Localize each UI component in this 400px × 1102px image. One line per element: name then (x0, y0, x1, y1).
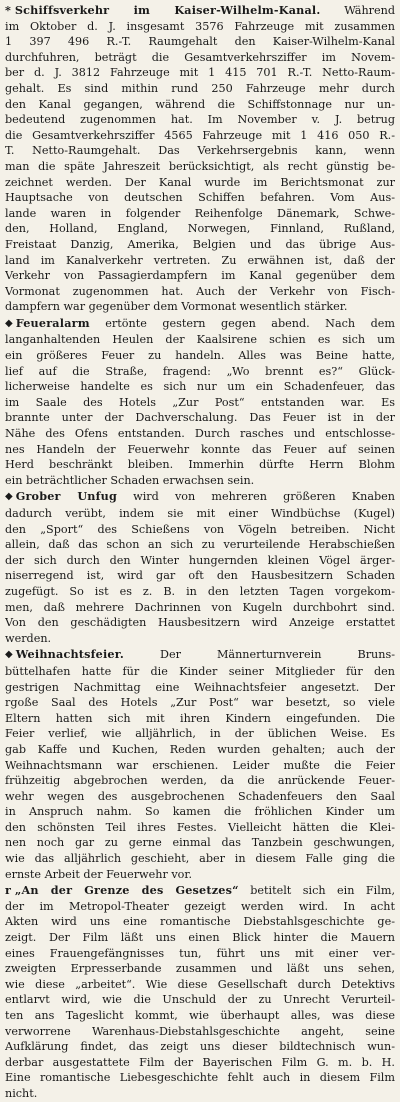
text-line: bedeutend zugenommen hat. Im November v. J. betrug (5, 113, 395, 127)
text-line: man die späte Jahreszeit berücksichtigt, als recht günstig be- (5, 159, 395, 173)
text-line: Eltern hatten sich mit ihren Kindern eingefunden. Die (5, 711, 395, 725)
text-line: lief auf die Straße, fragend: „Wo brennt es?“ Glück- (5, 364, 395, 378)
text-line: brannte unter der Dachverschalung. Das Feuer ist in der (5, 411, 395, 425)
text-line: Freistaat Danzig, Amerika, Belgien und das übrige Aus- (5, 237, 395, 251)
article-grober-unfug: ◆ Grober Unfug wird von mehreren größeren Knaben dadurch verübt, indem sie mit einer Windbüchse (Kugel) den „Sport“ des Schießens von Vögeln betreiben. Nicht allein, daß das schon an sich zu verurteilende Herabschießen der sich durch den Winter hungernden kleinen Vögel ärger- niserregend ist, wird gar oft den Hausbesitzern Schaden zugefügt. So ist es z. B. in den letzten Tagen vorgekom- men, daß mehrere Dachrinnen von Kugeln durchbohrt sind. Von den geschädigten Hausbesitzern wird Anzeige erstattet werden. (5, 489, 395, 645)
text-line: ten ans Tageslicht kommt, wie überhaupt alles, was diese (5, 1009, 395, 1022)
text-line: zeigt. Der Film läßt uns einen Blick hinter die Mauern (5, 931, 395, 945)
text-line: men, daß mehrere Dachrinnen von Kugeln durchbohrt sind. (5, 600, 395, 614)
article-headline: Feueralarm (15, 315, 90, 330)
text-line: dampfern war gegenüber dem Vormonat wesentlich stärker. (5, 300, 348, 314)
text-line: langanhaltenden Heulen der Kaalsirene schien es sich um (5, 333, 395, 347)
article-weihnachtsfeier: ◆ Weihnachtsfeier. Der Männerturnverein Bruns- büttelhafen hatte für die Kinder seiner Mitglieder für den gestrigen Nachmittag eine Weihnachtsfeier angesetzt. Der rgoße Saal des Hotels „Zur Post“ war besetzt, so viele Eltern hatten sich mit ihren Kindern eingefunden. Die Feier verlief, wie alljährlich, in der üblichen Weise. Es gab Kaffe und Kuchen, Reden wurden gehalten; auch der Weihnachtsmann war erschienen. Leider mußte die Feier frühzeitig abgebrochen werden, da die anrückende Feuer- wehr wegen des ausgebrochenen Schadenfeuers den Saal in Anspruch nahm. So kamen die fröhlichen Kinder um den schönsten Teil ihres Festes. Vielleicht hätten die Klei- nen noch gar zu gerne einmal das Tanzbein geschwungen, wie das alljährlich geschieht, aber in diesem Falle ging die ernste Arbeit der Feuerwehr vor. (5, 647, 395, 881)
article-film-grenze-des-gesetzes: r „An der Grenze des Gesetzes“ betitelt sich ein Film, der im Metropol-Theater gezeigt werden wird. In acht Akten wird uns eine romantische Diebstahlsgeschichte ge- zeigt. Der Film läßt uns einen Blick hinter die Mauern eines Frauengefängnisses tun, führt uns mit einer ver- zweigten Erpresserbande zusammen und läßt uns sehen, wie diese „arbeitet“. Wie diese Gesellschaft durch Detektivs entlarvt wird, wie die Unschuld der zu Unrecht Verurteil- ten ans Tageslicht kommt, wie überhaupt alles, was diese verworrene Warenhaus-Diebstahlsgeschichte angeht, seine Aufklärung findet, das zeigt uns dieser bildtechnisch wun- derbar ausgestattete Film der Bayerischen Film G. m. b. H. Eine romantische Liebesgeschichte fehlt auch in diesem Film nicht. (5, 883, 395, 1100)
text-line: Feier verlief, wie alljährlich, in der üblichen Weise. Es (5, 727, 395, 741)
text-line: ein größeres Feuer zu handeln. Alles was Beine hatte, (5, 349, 395, 363)
text-line: entlarvt wird, wie die Unschuld der zu Unrecht Verurteil- (5, 993, 395, 1007)
article-headline: Schiffsverkehr im Kaiser-Wilhelm-Kanal. (14, 3, 321, 17)
text-line: rgoße Saal des Hotels „Zur Post“ war besetzt, so viele (5, 696, 395, 710)
diamond-bullet-icon: ◆ (5, 491, 13, 503)
article-marker-asterisk: * (5, 3, 11, 17)
article-schiffsverkehr: * Schiffsverkehr im Kaiser-Wilhelm-Kanal. Während im Oktober d. J. insgesamt 3576 Fahrzeuge mit zusammen 1 397 496 R.-T. Raumgehalt den Kaiser-Wilhelm-Kanal durchfuhren, beträgt die Gesamtverkehrsziffer im Novem- ber d. J. 3812 Fahrzeuge mit 1 415 701 R.-T. Netto-Raum- gehalt. Es sind mithin rund 250 Fahrzeuge mehr durch den Kanal gegangen, während die Schiffstonnage nur un- bedeutend zugenommen hat. Im November v. J. betrug die Gesamtverkehrsziffer 4565 Fahrzeuge mit 1 416 050 R.- T. Netto-Raumgehalt. Das Verkehrsergebnis kann, wenn man die späte Jahreszeit berücksichtigt, als recht günstig be- zeichnet werden. Der Kanal wurde im Berichtsmonat zur Hauptsache von deutschen Schiffen befahren. Vom Aus- lande waren in folgender Reihenfolge Dänemark, Schwe- den, Holland, England, Norwegen, Finnland, Rußland, Freistaat Danzig, Amerika, Belgien und das übrige Aus- land im Kanalverkehr vertreten. Zu erwähnen ist, daß der Verkehr von Passagierdampfern im Kanal gegenüber dem Vormonat zugenommen hat. Auch der Verkehr von Fisch- dampfern war gegenüber dem Vormonat wesentlich stärker. (5, 3, 395, 314)
text-line: dadurch verübt, indem sie mit einer Windbüchse (Kugel) (5, 507, 395, 520)
text-line: in Anspruch nahm. So kamen die fröhlichen Kinder um (5, 805, 395, 819)
article-headline: Weihnachtsfeier. (15, 647, 124, 662)
text-line: wie diese „arbeitet“. Wie diese Gesellschaft durch Detektivs (5, 977, 395, 991)
text-line: T. Netto-Raumgehalt. Das Verkehrsergebnis kann, wenn (5, 144, 395, 158)
text-line: gehalt. Es sind mithin rund 250 Fahrzeuge mehr durch (5, 81, 395, 95)
article-headline: Grober Unfug (15, 489, 117, 504)
text-line: ernste Arbeit der Feuerwehr vor. (5, 867, 193, 881)
article-headline: „An der Grenze des Gesetzes“ (14, 883, 239, 898)
text-line: 1 397 496 R.-T. Raumgehalt den Kaiser-Wilhelm-Kanal (5, 35, 395, 49)
text-line: Nähe des Ofens entstanden. Durch rasches und entschlosse- (5, 427, 395, 441)
text-line: ber d. J. 3812 Fahrzeuge mit 1 415 701 R.-T. Netto-Raum- (5, 66, 395, 80)
text-line: Aufklärung findet, das zeigt uns dieser bildtechnisch wun- (5, 1040, 395, 1054)
text-line: Hauptsache von deutschen Schiffen befahren. Vom Aus- (5, 191, 395, 205)
text-line: licherweise handelte es sich nur um ein Schadenfeuer, das (5, 380, 395, 394)
article-marker-r: r (5, 883, 11, 898)
text-line: den „Sport“ des Schießens von Vögeln betreiben. Nicht (5, 522, 395, 536)
diamond-bullet-icon: ◆ (5, 317, 13, 329)
diamond-bullet-icon: ◆ (5, 649, 13, 661)
text-line: im Saale des Hotels „Zur Post“ entstanden war. Es (5, 395, 395, 409)
article-feueralarm: ◆ Feueralarm ertönte gestern gegen abend. Nach dem langanhaltenden Heulen der Kaalsirene schien es sich um ein größeres Feuer zu handeln. Alles was Beine hatte, lief auf die Straße, fragend: „Wo brennt es?“ Glück- licherweise handelte es sich nur um ein Schadenfeuer, das im Saale des Hotels „Zur Post“ entstanden war. Es brannte unter der Dachverschalung. Das Feuer ist in der Nähe des Ofens entstanden. Durch rasches und entschlosse- nes Handeln der Feuerwehr konnte das Feuer auf seinen Herd beschränkt bleiben. Immerhin dürfte Herrn Blohm ein beträchtlicher Schaden erwachsen sein. (5, 315, 395, 487)
text-line: niserregend ist, wird gar oft den Hausbesitzern Schaden (5, 569, 395, 583)
text-line: den schönsten Teil ihres Festes. Vielleicht hätten die Klei- (5, 820, 395, 834)
text-line: lande waren in folgender Reihenfolge Dänemark, Schwe- (5, 206, 395, 220)
text-line: Eine romantische Liebesgeschichte fehlt auch in diesem Film (5, 1071, 395, 1085)
text-line: Vormonat zugenommen hat. Auch der Verkehr von Fisch- (5, 284, 395, 298)
text-line: Akten wird uns eine romantische Diebstahlsgeschichte ge- (5, 915, 395, 929)
text-line: verworrene Warenhaus-Diebstahlsgeschichte angeht, seine (5, 1024, 395, 1038)
text-line: zeichnet werden. Der Kanal wurde im Berichtsmonat zur (5, 175, 395, 189)
text-line: zweigten Erpresserbande zusammen und läßt uns sehen, (5, 962, 395, 976)
text-line: den Kanal gegangen, während die Schiffstonnage nur un- (5, 97, 395, 111)
text-line: nen noch gar zu gerne einmal das Tanzbein geschwungen, (5, 836, 395, 850)
text-line: Verkehr von Passagierdampfern im Kanal gegenüber dem (5, 269, 395, 283)
text-line: büttelhafen hatte für die Kinder seiner Mitglieder für den (5, 664, 395, 678)
text-line: der im Metropol-Theater gezeigt werden wird. In acht (5, 899, 395, 913)
text-line: nicht. (5, 1086, 38, 1100)
text-line: wehr wegen des ausgebrochenen Schadenfeuers den Saal (5, 789, 395, 803)
text-line: nes Handeln der Feuerwehr konnte das Feuer auf seinen (5, 442, 395, 456)
text-line: eines Frauengefängnisses tun, führt uns mit einer ver- (5, 946, 395, 960)
text-line: im Oktober d. J. insgesamt 3576 Fahrzeuge mit zusammen (5, 19, 395, 33)
text-line: den, Holland, England, Norwegen, Finnland, Rußland, (5, 222, 395, 236)
text-line: zugefügt. So ist es z. B. in den letzten Tagen vorgekom- (5, 584, 395, 598)
text-line: Von den geschädigten Hausbesitzern wird Anzeige erstattet (5, 616, 395, 630)
text-line: wie das alljährlich geschieht, aber in diesem Falle ging die (5, 852, 395, 866)
text-line: die Gesamtverkehrsziffer 4565 Fahrzeuge mit 1 416 050 R.- (5, 128, 395, 142)
text-line: Weihnachtsmann war erschienen. Leider mußte die Feier (5, 758, 395, 772)
text-line: derbar ausgestattete Film der Bayerischen Film G. m. b. H. (5, 1055, 395, 1069)
text-line: land im Kanalverkehr vertreten. Zu erwähnen ist, daß der (5, 253, 395, 267)
text-line: ein beträchtlicher Schaden erwachsen sein. (5, 473, 255, 487)
text-line: frühzeitig abgebrochen werden, da die anrückende Feuer- (5, 774, 395, 788)
text-line: gestrigen Nachmittag eine Weihnachtsfeier angesetzt. Der (5, 680, 395, 694)
text-line: gab Kaffe und Kuchen, Reden wurden gehalten; auch der (5, 742, 395, 756)
text-line: Herd beschränkt bleiben. Immerhin dürfte Herrn Blohm (5, 458, 395, 472)
text-line: werden. (5, 631, 52, 645)
text-line: allein, daß das schon an sich zu verurteilende Herabschießen (5, 538, 395, 552)
text-line: der sich durch den Winter hungernden kleinen Vögel ärger- (5, 553, 395, 567)
newspaper-column (5, 3, 395, 1102)
text-line: durchfuhren, beträgt die Gesamtverkehrsziffer im Novem- (5, 50, 395, 64)
